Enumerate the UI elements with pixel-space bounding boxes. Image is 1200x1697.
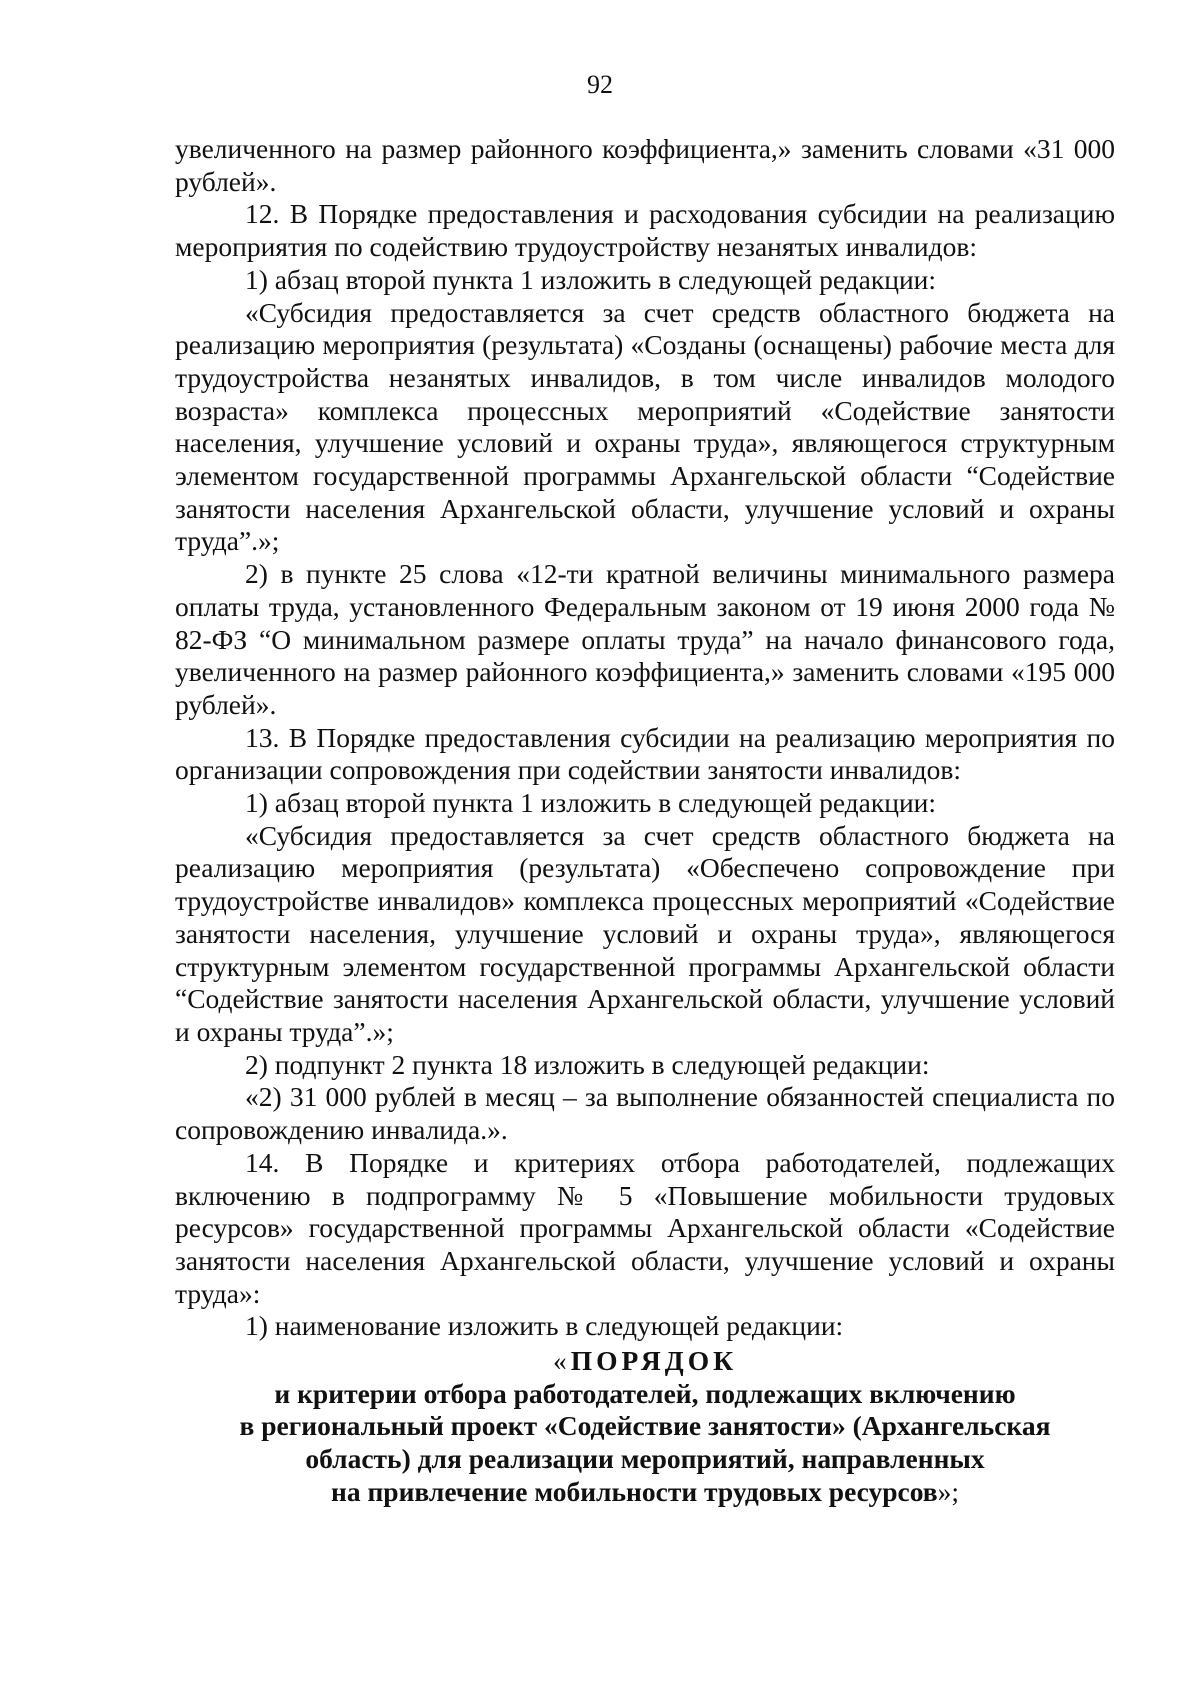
heading-line: на привлечение мобильности трудовых ресурсов [330,1475,938,1507]
document-body [175,133,1115,1343]
section-heading [175,1345,1115,1509]
heading-line: в региональный проект «Содействие занятости» (Архангельская [239,1410,1051,1442]
paragraph: 14. В Порядке и критериях отбора работодателей, подлежащих включению в подпрограмму № 5 «Повышение мобильности трудовых ресурсов» государственной программы Архангельской области «Содействие занятости населения Архангельской области, улучшение условий и охраны труда»: [175,1146,1115,1309]
paragraph: 2) подпункт 2 пункта 18 изложить в следующей редакции: [245,1048,930,1080]
paragraph: 1) абзац второй пункта 1 изложить в следующей редакции: [245,263,937,295]
heading-title-line [175,1345,1115,1378]
paragraph: 1) абзац второй пункта 1 изложить в следующей редакции: [245,787,937,819]
page-number: 92 [587,70,613,99]
heading-line: и критерии отбора работодателей, подлежащих включению [274,1377,1016,1409]
paragraph: «Субсидия предоставляется за счет средств областного бюджета на реализацию мероприятия (результата) «Созданы (оснащены) рабочие места для трудоустройства незанятых инвалидов, в том числе инвалидов молодого возраста» комплекса процессных мероприятий «Содействие занятости населения, улучшение условий и охраны труда», являющегося структурным элементом государственной программы Архангельской области “Содействие занятости населения Архангельской области, улучшение условий и охраны труда”.»; [175,296,1115,557]
heading-open-quote: « [552,1345,571,1376]
paragraph: 1) наименование изложить в следующей редакции: [245,1310,844,1342]
paragraph: 13. В Порядке предоставления субсидии на реализацию мероприятия по организации сопровождения при содействии занятости инвалидов: [175,721,1115,786]
heading-close: »; [937,1475,960,1507]
heading-line: область) для реализации мероприятий, направленных [305,1443,985,1475]
paragraph: 2) в пункте 25 слова «12-ти кратной величины минимального размера оплаты труда, установленного Федеральным законом от 19 июня 2000 года № 82-ФЗ “О минимальном размере оплаты труда” на начало финансового года, увеличенного на размер районного коэффициента,» заменить словами «195 000 рублей». [175,558,1115,720]
heading-title: ПОРЯДОК [570,1345,738,1376]
paragraph: «Субсидия предоставляется за счет средств областного бюджета на реализацию мероприятия (результата) «Обеспечено сопровождение при трудоустройстве инвалидов» комплекса процессных мероприятий «Содействие занятости населения, улучшение условий и охраны труда», являющегося структурным элементом государственной программы Архангельской области “Содействие занятости населения Архангельской области, улучшение условий и охраны труда”.»; [175,819,1115,1047]
paragraph: «2) 31 000 рублей в месяц – за выполнение обязанностей специалиста по сопровождению инвалида.». [175,1081,1115,1146]
paragraph: увеличенного на размер районного коэффициента,» заменить словами «31 000 рублей». [175,133,1115,197]
paragraph: 12. В Порядке предоставления и расходования субсидии на реализацию мероприятия по содействию трудоустройству незанятых инвалидов: [175,198,1115,263]
